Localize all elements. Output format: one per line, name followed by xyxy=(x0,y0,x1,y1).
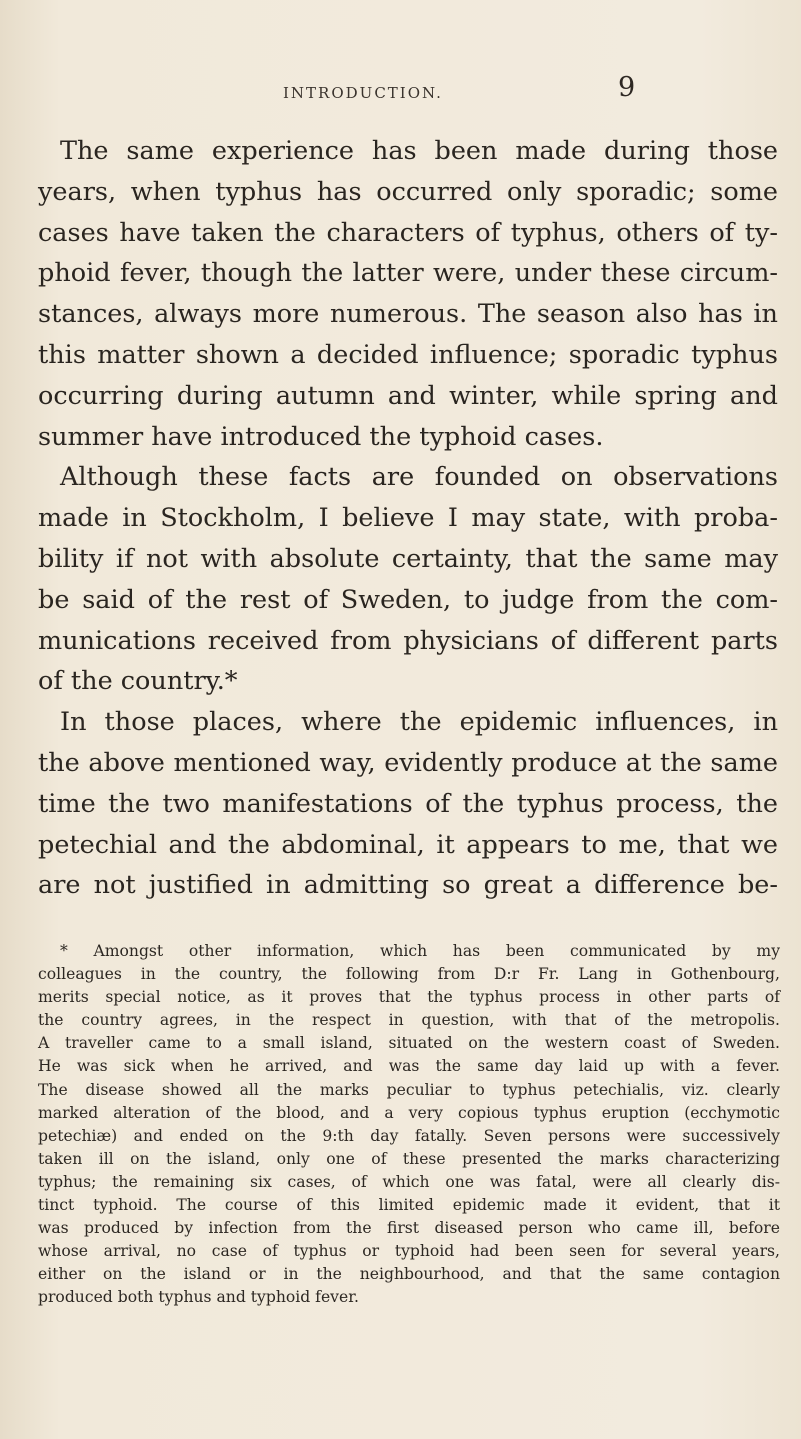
text-line: stances, always more numerous. The season also has in xyxy=(38,299,778,330)
text-line: In those places, where the epidemic influences, in xyxy=(60,707,778,738)
footnote-line: colleagues in the country, the following from D:r Fr. Lang in Gothenbourg, xyxy=(38,965,780,984)
footnote-line: marked alteration of the blood, and a very copious typhus eruption (ecchymotic xyxy=(38,1103,780,1122)
footnote-line: either on the island or in the neighbourhood, and that the same contagion xyxy=(38,1265,780,1284)
running-title: INTRODUCTION. xyxy=(283,84,443,102)
page-header xyxy=(0,72,801,106)
text-line: of the country.* xyxy=(38,666,238,697)
text-line: bility if not with absolute certainty, that the same may xyxy=(38,543,778,574)
text-line: cases have taken the characters of typhus, others of ty- xyxy=(38,217,778,248)
text-line: phoid fever, though the latter were, under these circum- xyxy=(38,258,778,289)
text-line: be said of the rest of Sweden, to judge from the com- xyxy=(38,584,778,615)
footnote-line: tinct typhoid. The course of this limited epidemic made it evident, that it xyxy=(38,1196,780,1215)
footnote-line: The disease showed all the marks peculiar to typhus petechialis, viz. clearly xyxy=(38,1080,780,1099)
footnote-line: produced both typhus and typhoid fever. xyxy=(38,1288,359,1307)
text-line: petechial and the abdominal, it appears to me, that we xyxy=(38,829,778,860)
text-line: occurring during autumn and winter, while spring and xyxy=(38,380,778,411)
footnote-line: typhus; the remaining six cases, of which one was fatal, were all clearly dis- xyxy=(38,1172,780,1191)
footnote-line: He was sick when he arrived, and was the same day laid up with a fever. xyxy=(38,1057,780,1076)
text-line: summer have introduced the typhoid cases. xyxy=(38,421,604,452)
footnote-line: was produced by infection from the first diseased person who came ill, before xyxy=(38,1219,780,1238)
page-number: 9 xyxy=(618,72,636,103)
text-line: The same experience has been made during those xyxy=(60,136,778,166)
footnote-line: A traveller came to a small island, situated on the western coast of Sweden. xyxy=(38,1034,780,1053)
text-line: made in Stockholm, I believe I may state, with proba- xyxy=(38,503,778,534)
footnote-line: petechiæ) and ended on the 9:th day fatally. Seven persons were successively xyxy=(38,1126,780,1145)
text-line: the above mentioned way, evidently produce at the same xyxy=(38,747,778,778)
text-line: are not justified in admitting so great a difference be- xyxy=(38,870,778,901)
text-line: time the two manifestations of the typhus process, the xyxy=(38,788,778,819)
footnote-line: taken ill on the island, only one of these presented the marks characterizing xyxy=(38,1149,780,1168)
text-line: years, when typhus has occurred only sporadic; some xyxy=(38,176,778,207)
footnote-line: whose arrival, no case of typhus or typhoid had been seen for several years, xyxy=(38,1242,780,1261)
footnote-line: the country agrees, in the respect in question, with that of the metropolis. xyxy=(38,1011,780,1030)
text-line: Although these facts are founded on observations xyxy=(60,462,778,493)
footnote-line: * Amongst other information, which has been communicated by my xyxy=(60,942,780,960)
footnote-line: merits special notice, as it proves that the typhus process in other parts of xyxy=(38,988,780,1007)
text-line: munications received from physicians of different parts xyxy=(38,625,778,656)
footnote xyxy=(38,940,780,1310)
main-text xyxy=(38,131,778,906)
text-line: this matter shown a decided influence; sporadic typhus xyxy=(38,339,778,370)
